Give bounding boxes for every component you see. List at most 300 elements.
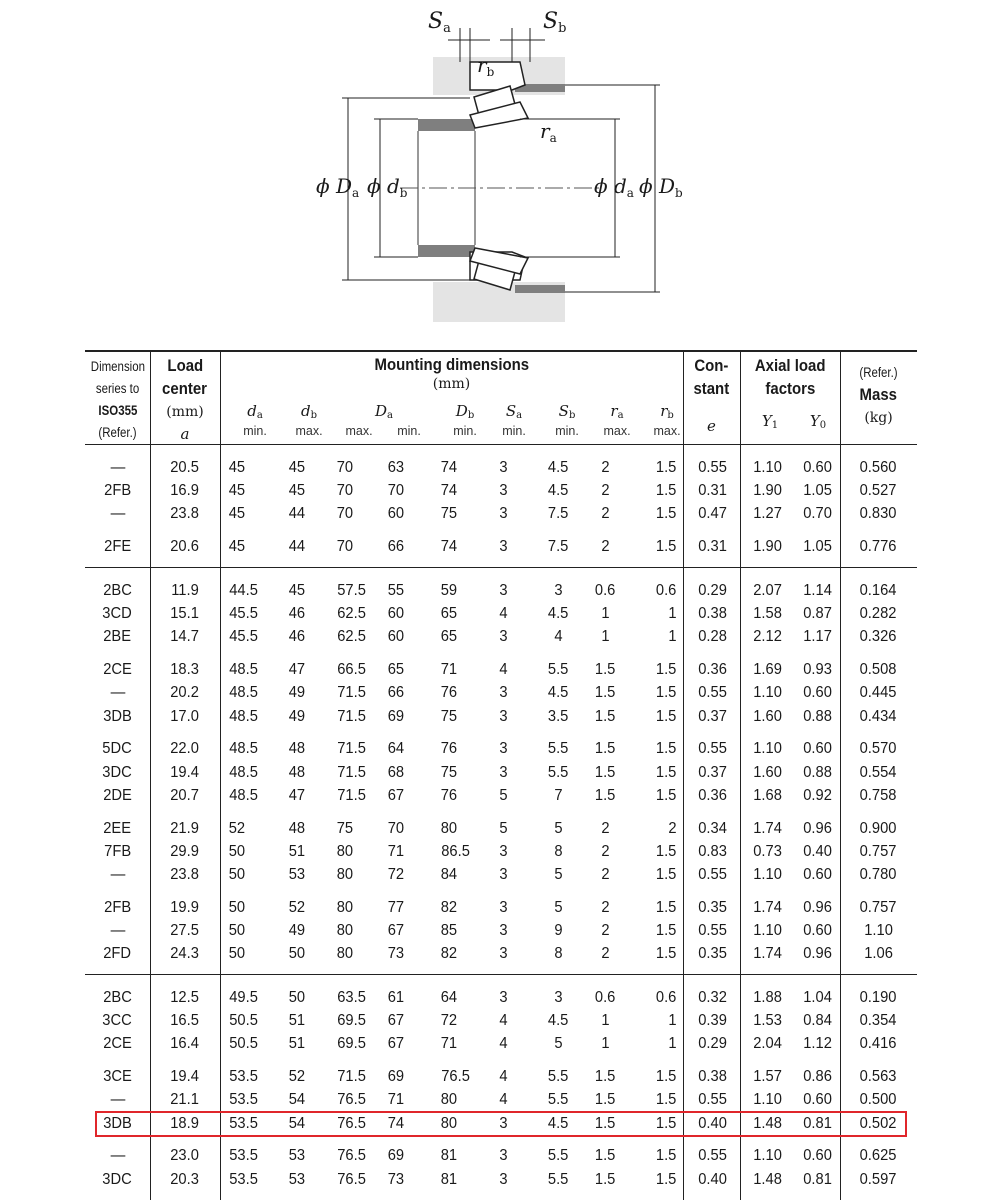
table-cell: 0.55: [698, 684, 727, 702]
table-cell: 64: [387, 740, 405, 758]
table-cell: 0.37: [698, 707, 727, 725]
table-cell: 0.282: [860, 605, 897, 623]
table-cell: 66: [387, 684, 405, 702]
table-cell: 50: [288, 989, 306, 1006]
table-cell: —: [110, 866, 125, 883]
table-cell: 1.05: [803, 482, 833, 500]
table-row: [85, 1065, 917, 1088]
table-cell: 45: [228, 459, 246, 476]
table-cell: 1.5: [655, 459, 677, 476]
table-cell: 53.5: [229, 1068, 258, 1086]
table-cell: 51: [288, 1012, 306, 1030]
table-cell: 1.12: [803, 1035, 833, 1053]
table-cell: 0.60: [803, 740, 833, 758]
table-cell: 4: [498, 1012, 508, 1030]
table-cell: 0.570: [860, 740, 897, 758]
subheader-5: Sa min.: [502, 402, 526, 438]
table-cell: 0.92: [803, 786, 833, 804]
table-cell: 52: [288, 1068, 306, 1086]
table-cell: 0.554: [860, 763, 897, 781]
table-cell: 2BC: [103, 582, 132, 599]
table-cell: 44: [288, 505, 306, 523]
table-cell: 1.53: [753, 1012, 782, 1030]
table-cell: 3DB: [103, 707, 132, 725]
table-cell: 0.37: [698, 763, 727, 781]
table-cell: 1.5: [594, 1091, 616, 1109]
table-cell: 71.5: [337, 740, 366, 758]
table-cell: 2BC: [103, 989, 132, 1006]
table-cell: 4.5: [547, 459, 569, 476]
table-cell: 3: [498, 684, 508, 702]
table-cell: 1.74: [753, 898, 782, 916]
subheader-7: ra max.: [603, 402, 631, 438]
table-cell: 0.88: [803, 763, 833, 781]
table-cell: 1.10: [753, 1091, 782, 1109]
table-cell: 1.5: [655, 707, 677, 725]
table-cell: 1.5: [594, 684, 616, 702]
table-cell: 18.3: [170, 661, 200, 679]
table-cell: 86.5: [441, 842, 470, 860]
table-cell: 0.757: [860, 898, 897, 916]
table-cell: 23.0: [170, 1147, 200, 1165]
table-cell: 1.5: [655, 1091, 677, 1109]
table-cell: 1.60: [753, 707, 782, 725]
table-cell: 77: [387, 898, 405, 916]
table-cell: 0.34: [698, 819, 727, 837]
group-rule-2: [85, 974, 917, 975]
table-cell: 2DE: [103, 786, 132, 804]
table-cell: 1.10: [753, 684, 782, 702]
table-cell: 82: [440, 898, 458, 916]
table-cell: 3: [498, 989, 508, 1006]
table-cell: 45.5: [229, 628, 258, 646]
table-cell: 11.9: [171, 582, 199, 599]
header-y1: Y1: [761, 412, 779, 431]
table-cell: 76.5: [337, 1147, 366, 1165]
table-cell: 1.5: [655, 1170, 677, 1188]
table-cell: 1.5: [594, 740, 616, 758]
table-cell: 0.6: [655, 989, 677, 1006]
table-cell: 2: [600, 482, 610, 500]
table-cell: 4.5: [547, 482, 569, 500]
table-cell: 0.29: [698, 582, 727, 599]
table-cell: 4.5: [547, 605, 569, 623]
table-row: [85, 658, 917, 681]
table-cell: 5.5: [547, 1091, 569, 1109]
table-cell: 3: [498, 1170, 508, 1188]
table-cell: 12.5: [170, 989, 200, 1006]
table-cell: 1.17: [803, 628, 833, 646]
table-cell: 1.14: [803, 582, 833, 599]
table-cell: 1.05: [803, 538, 833, 556]
table-cell: 21.9: [170, 819, 200, 837]
table-cell: 80: [336, 922, 354, 939]
table-cell: 4.5: [547, 684, 569, 702]
table-cell: 70: [336, 459, 354, 476]
label-sa: Sa: [428, 9, 451, 36]
table-cell: 3: [498, 866, 508, 883]
table-cell: 24.3: [170, 945, 200, 963]
table-cell: 2: [600, 505, 610, 523]
table-cell: 2: [600, 898, 610, 916]
header-y0: Y0: [809, 412, 827, 431]
table-cell: 0.96: [803, 898, 833, 916]
table-cell: 2.04: [753, 1035, 782, 1053]
table-cell: 5: [553, 898, 563, 916]
table-cell: 3DC: [102, 763, 133, 781]
table-row: [85, 986, 917, 1009]
table-cell: 0.40: [803, 842, 833, 860]
table-cell: 1: [668, 1035, 677, 1053]
table-cell: 69: [387, 1147, 405, 1165]
table-cell: 17.0: [170, 707, 200, 725]
table-row: [85, 919, 917, 942]
bearing-mounting-diagram: [0, 0, 1000, 340]
table-cell: 3: [498, 898, 508, 916]
table-cell: 60: [387, 605, 405, 623]
table-cell: 3: [498, 1147, 508, 1165]
table-cell: 4.5: [547, 1012, 569, 1030]
table-cell: 80: [336, 866, 354, 883]
label-phi-db: ϕ $d_b$: [367, 174, 408, 200]
table-cell: —: [110, 922, 125, 939]
subheader-4: Db min.: [453, 402, 477, 438]
table-cell: 1: [600, 605, 610, 623]
table-cell: 82: [440, 945, 458, 963]
table-cell: 3: [498, 505, 508, 523]
table-cell: 1.5: [655, 684, 677, 702]
table-cell: 2: [600, 945, 610, 963]
table-row: [85, 863, 917, 886]
table-cell: 1.5: [655, 945, 677, 963]
subheader-1: db max.: [295, 402, 323, 438]
table-cell: 1.10: [753, 866, 782, 883]
table-cell: 1: [668, 628, 677, 646]
table-cell: 67: [387, 786, 405, 804]
table-cell: 1: [600, 1035, 610, 1053]
table-cell: —: [110, 1091, 125, 1109]
table-cell: 2FD: [103, 945, 132, 963]
table-cell: 0.36: [698, 661, 727, 679]
table-cell: 3CC: [102, 1012, 133, 1030]
table-cell: 5.5: [547, 740, 569, 758]
table-cell: 0.96: [803, 819, 833, 837]
label-rb: $r_b$: [477, 53, 495, 79]
subheader-6: Sb min.: [555, 402, 579, 438]
table-cell: 8: [553, 945, 563, 963]
table-cell: 4: [553, 628, 563, 646]
table-cell: 53: [288, 1170, 306, 1188]
header-dimension-series: Dimension series to ISO355 (Refer.): [90, 359, 145, 440]
table-cell: 80: [336, 842, 354, 860]
table-cell: 23.8: [170, 505, 200, 523]
table-cell: 70: [387, 482, 405, 500]
table-cell: 80: [336, 945, 354, 963]
table-cell: 74: [440, 538, 458, 556]
table-cell: 3: [553, 989, 563, 1006]
table-cell: 1.5: [655, 786, 677, 804]
table-cell: 5.5: [547, 763, 569, 781]
table-cell: 64: [440, 989, 458, 1006]
table-cell: 15.1: [170, 605, 200, 623]
table-cell: 76: [440, 740, 458, 758]
table-cell: 71.5: [337, 707, 366, 725]
table-cell: 1.5: [655, 538, 677, 556]
table-cell: 80: [440, 1091, 458, 1109]
table-cell: 5: [498, 819, 508, 837]
table-cell: 1.60: [753, 763, 782, 781]
table-cell: 49: [288, 707, 306, 725]
table-cell: 4: [498, 1068, 508, 1086]
table-cell: 14.7: [170, 628, 200, 646]
table-cell: 4: [498, 661, 508, 679]
table-cell: 0.780: [860, 866, 897, 883]
table-cell: 19.4: [170, 763, 200, 781]
table-cell: 72: [387, 866, 405, 883]
table-cell: 3: [498, 628, 508, 646]
table-cell: 16.9: [170, 482, 200, 500]
table-cell: 1.10: [753, 1147, 782, 1165]
label-phi-Db: ϕ $D_b$: [639, 174, 683, 200]
table-cell: 1.90: [753, 538, 782, 556]
table-cell: 0.502: [860, 1114, 897, 1132]
table-cell: 48: [288, 763, 306, 781]
table-cell: 2: [600, 459, 610, 476]
table-cell: 1.88: [753, 989, 782, 1006]
table-cell: 0.86: [803, 1068, 833, 1086]
table-cell: 59: [440, 582, 458, 599]
table-cell: 76.5: [337, 1114, 366, 1132]
table-cell: 3CE: [103, 1068, 132, 1086]
table-cell: 0.47: [698, 505, 727, 523]
table-cell: 1.68: [753, 786, 782, 804]
table-cell: 0.38: [698, 1068, 727, 1086]
table-cell: 1: [668, 605, 677, 623]
table-cell: 65: [387, 661, 405, 679]
table-cell: 65: [440, 605, 458, 623]
table-cell: 0.6: [655, 582, 677, 599]
table-cell: 0.900: [860, 819, 897, 837]
table-cell: 3: [498, 763, 508, 781]
table-cell: 74: [387, 1114, 405, 1132]
table-row: [85, 579, 917, 602]
table-cell: 4: [498, 1091, 508, 1109]
table-cell: 50: [228, 945, 246, 963]
table-cell: 0.326: [860, 628, 897, 646]
table-cell: 0.84: [803, 1012, 833, 1030]
table-cell: 48.5: [229, 684, 258, 702]
table-cell: 0.60: [803, 866, 833, 883]
table-cell: 5: [553, 819, 563, 837]
table-cell: 0.88: [803, 707, 833, 725]
table-cell: 0.560: [860, 459, 897, 476]
table-cell: 7FB: [104, 842, 131, 860]
table-cell: 1.10: [753, 740, 782, 758]
table-cell: 75: [336, 819, 354, 837]
table-cell: 1.5: [594, 1170, 616, 1188]
table-cell: 0.445: [860, 684, 897, 702]
table-cell: 52: [288, 898, 306, 916]
table-cell: 48.5: [229, 707, 258, 725]
table-cell: 53.5: [229, 1147, 258, 1165]
table-cell: 20.3: [170, 1170, 200, 1188]
table-cell: 46: [288, 628, 306, 646]
table-cell: 54: [288, 1114, 306, 1132]
header-constant: Con- stant e: [693, 356, 730, 435]
table-cell: 54: [288, 1091, 306, 1109]
table-row: [85, 817, 917, 840]
table-cell: 0.757: [860, 842, 897, 860]
header-axial-load-factors: Axial load factors: [754, 356, 826, 398]
table-cell: 0.500: [860, 1091, 897, 1109]
table-cell: 27.5: [170, 922, 200, 939]
table-cell: 1.5: [655, 1114, 677, 1132]
table-cell: 0.354: [860, 1012, 897, 1030]
table-cell: 0.508: [860, 661, 897, 679]
table-cell: 1.06: [864, 945, 893, 963]
table-cell: 3CD: [102, 605, 133, 623]
table-cell: 1.5: [655, 842, 677, 860]
table-cell: —: [110, 459, 125, 476]
table-cell: 76.5: [337, 1091, 366, 1109]
table-cell: 67: [387, 922, 405, 939]
table-cell: 70: [336, 482, 354, 500]
table-row: [85, 705, 917, 728]
table-cell: 48.5: [229, 763, 258, 781]
table-cell: 5: [553, 1035, 563, 1053]
table-cell: 1.48: [753, 1170, 782, 1188]
table-cell: 60: [387, 505, 405, 523]
highlighted-row-box: [95, 1111, 907, 1137]
table-cell: 45.5: [229, 605, 258, 623]
table-cell: 0.60: [803, 1147, 833, 1165]
table-cell: 74: [440, 482, 458, 500]
table-cell: 57.5: [337, 582, 366, 599]
table-cell: 1.10: [864, 922, 893, 939]
table-cell: 1.5: [655, 763, 677, 781]
table-cell: 48: [288, 740, 306, 758]
table-cell: 2FE: [104, 538, 131, 556]
table-cell: 85: [440, 922, 458, 939]
table-cell: 3: [553, 582, 563, 599]
table-cell: 71: [440, 1035, 458, 1053]
table-cell: 8: [553, 842, 563, 860]
table-cell: 0.6: [594, 582, 616, 599]
table-cell: 0.29: [698, 1035, 727, 1053]
table-cell: 20.7: [170, 786, 200, 804]
table-cell: 5.5: [547, 1068, 569, 1086]
table-cell: 20.5: [170, 459, 200, 476]
table-row: [85, 942, 917, 965]
table-cell: 29.9: [170, 842, 200, 860]
table-cell: 45: [288, 482, 306, 500]
table-cell: 0.87: [803, 605, 833, 623]
table-cell: 50: [288, 945, 306, 963]
table-cell: 1.5: [594, 763, 616, 781]
table-cell: 1.5: [594, 1068, 616, 1086]
table-cell: 50.5: [229, 1012, 258, 1030]
table-cell: 47: [288, 786, 306, 804]
table-cell: 80: [336, 898, 354, 916]
table-cell: 0.40: [698, 1170, 727, 1188]
table-cell: 69: [387, 1068, 405, 1086]
label-phi-da: ϕ $d_a$: [594, 174, 634, 200]
table-cell: 0.776: [860, 538, 897, 556]
table-cell: 1.5: [655, 505, 677, 523]
table-cell: 0.73: [753, 842, 782, 860]
table-cell: 7: [553, 786, 563, 804]
table-cell: 3: [498, 707, 508, 725]
table-cell: 45: [228, 538, 246, 556]
table-cell: 5.5: [547, 661, 569, 679]
table-cell: 2BE: [103, 628, 132, 646]
table-cell: 3: [498, 945, 508, 963]
group-rule-1: [85, 567, 917, 568]
table-cell: 5: [498, 786, 508, 804]
table-cell: 75: [440, 763, 458, 781]
table-cell: 21.1: [170, 1091, 200, 1109]
table-cell: 71.5: [337, 786, 366, 804]
table-cell: 63.5: [337, 989, 366, 1006]
subheader-0: da min.: [243, 402, 267, 438]
table-cell: 1.58: [753, 605, 782, 623]
table-row: [85, 1168, 917, 1191]
table-cell: 45: [228, 505, 246, 523]
table-cell: 1: [600, 628, 610, 646]
label-phi-Da: ϕ $D_a$: [316, 174, 360, 200]
table-cell: 48.5: [229, 661, 258, 679]
table-cell: 2: [600, 842, 610, 860]
table-cell: 9: [553, 922, 563, 939]
table-cell: —: [110, 1147, 125, 1165]
table-cell: 1.48: [753, 1114, 782, 1132]
table-cell: 81: [440, 1147, 458, 1165]
table-cell: —: [110, 684, 125, 702]
subheader-3: min.: [397, 424, 421, 438]
table-cell: 3: [498, 538, 508, 556]
table-cell: 53.5: [229, 1170, 258, 1188]
table-cell: 2: [600, 819, 610, 837]
table-top-rule: [85, 350, 917, 352]
table-cell: 76: [440, 684, 458, 702]
table-cell: 1.5: [655, 1068, 677, 1086]
table-cell: 70: [336, 538, 354, 556]
table-cell: 62.5: [337, 605, 366, 623]
table-cell: 5DC: [102, 740, 133, 758]
table-cell: 0.55: [698, 459, 727, 476]
table-cell: 19.4: [170, 1068, 200, 1086]
table-cell: 49: [288, 684, 306, 702]
table-cell: 67: [387, 1012, 405, 1030]
table-cell: 70: [387, 819, 405, 837]
table-cell: 50.5: [229, 1035, 258, 1053]
subheader-2: Da max.: [345, 402, 393, 438]
table-cell: 2: [668, 819, 677, 837]
table-cell: 3: [498, 740, 508, 758]
subheader-8: rb max.: [653, 402, 681, 438]
table-cell: 44: [288, 538, 306, 556]
table-cell: 0.28: [698, 628, 727, 646]
table-cell: 71: [387, 1091, 405, 1109]
table-cell: 48.5: [229, 740, 258, 758]
table-row: [85, 1009, 917, 1032]
table-cell: 16.4: [170, 1035, 200, 1053]
table-cell: 2EE: [103, 819, 132, 837]
table-cell: 67: [387, 1035, 405, 1053]
table-cell: 7.5: [547, 538, 569, 556]
table-row: [85, 502, 917, 525]
table-cell: 84: [440, 866, 458, 883]
